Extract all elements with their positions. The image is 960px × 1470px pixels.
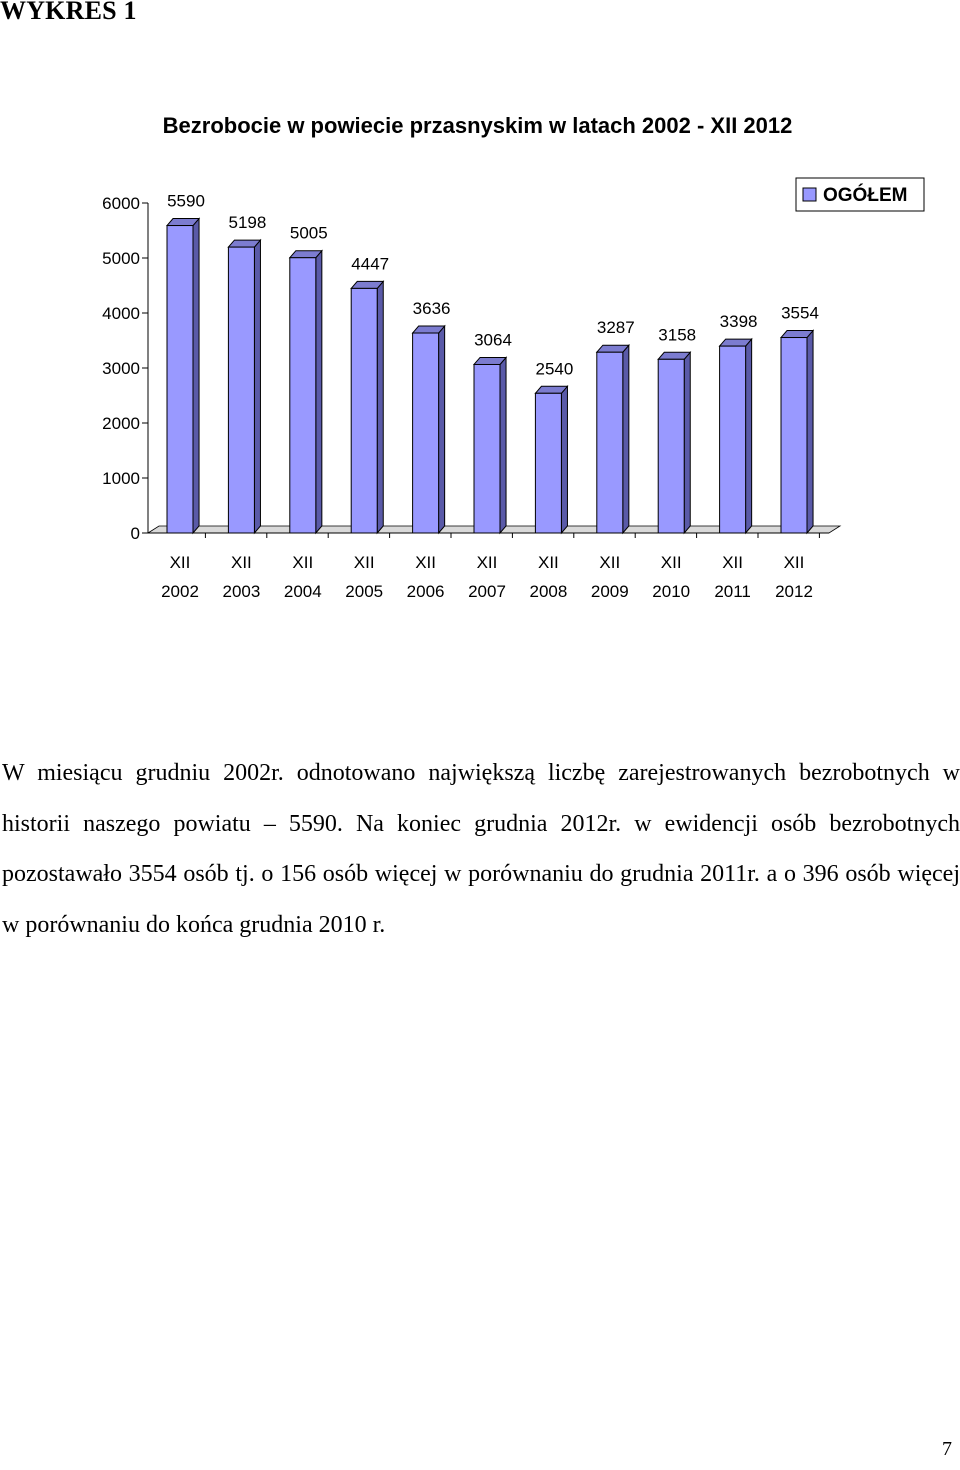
bar — [474, 364, 500, 533]
legend-swatch — [803, 188, 816, 201]
x-tick-label: XII — [476, 553, 498, 572]
data-label: 3287 — [596, 318, 635, 338]
bar — [351, 288, 377, 533]
bar — [413, 333, 439, 533]
bar-top — [228, 240, 260, 247]
bar-top — [474, 357, 506, 364]
x-tick-label: XII — [599, 553, 621, 572]
x-tick-label: 2003 — [222, 582, 261, 601]
data-label: 5198 — [228, 213, 267, 233]
x-tick-label: XII — [169, 553, 191, 572]
x-tick-label: 2007 — [468, 582, 506, 601]
body-paragraph: W miesiącu grudniu 2002r. odnotowano największą liczbę zarejestrowanych bezrobotnych w historii naszego powiatu – 5590. Na koniec grudnia 2012r. w ewidencji osób bezrobotnych pozostawało 3554 osób tj. o 156 osób więcej w porównaniu do grudnia 2011r. a o 396 osób więcej w porównaniu do końca grudnia 2010 r. — [2, 760, 960, 938]
bar-side — [316, 251, 322, 533]
bar-top — [720, 339, 752, 346]
bar-side — [746, 339, 752, 533]
legend-label: OGÓŁEM — [823, 185, 908, 206]
x-tick-label: XII — [538, 553, 559, 572]
bar-top — [781, 331, 813, 338]
data-label: 3636 — [412, 299, 451, 319]
bar — [228, 247, 254, 533]
x-tick-label: 2006 — [406, 582, 445, 601]
bar-top — [597, 345, 629, 352]
x-tick-label: 2004 — [283, 582, 322, 601]
unemployment-bar-chart — [0, 170, 960, 610]
bar-top — [535, 386, 567, 393]
x-tick-label: 2010 — [652, 582, 691, 601]
bar — [290, 258, 316, 533]
bar-side — [439, 326, 445, 533]
data-label: 3158 — [658, 325, 697, 345]
y-tick-label: 6000 — [102, 194, 140, 213]
bar-side — [254, 240, 260, 533]
data-label: 3554 — [781, 303, 819, 323]
bar — [597, 352, 623, 533]
bar-top — [658, 352, 690, 359]
data-label: 5590 — [167, 191, 205, 211]
bar-top — [167, 219, 199, 226]
x-tick-label: XII — [353, 553, 375, 572]
data-label: 3064 — [474, 330, 512, 350]
y-tick-label: 2000 — [102, 414, 140, 433]
bar-side — [377, 281, 383, 533]
data-label: 2540 — [535, 359, 574, 379]
x-tick-label: 2012 — [775, 582, 813, 601]
y-tick-label: 4000 — [102, 304, 140, 323]
x-tick-label: XII — [231, 553, 252, 572]
x-tick-label: XII — [783, 553, 805, 572]
bar-side — [623, 345, 629, 533]
page-number: 7 — [942, 1438, 952, 1460]
x-tick-label: 2002 — [161, 582, 199, 601]
x-tick-label: XII — [415, 553, 436, 572]
bar-side — [561, 386, 567, 533]
bar-top — [351, 281, 383, 288]
data-label: 5005 — [289, 223, 328, 243]
y-tick-label: 1000 — [102, 469, 140, 488]
bar-side — [193, 219, 199, 533]
y-tick-label: 3000 — [102, 359, 140, 378]
bar — [535, 393, 561, 533]
x-tick-label: XII — [722, 553, 743, 572]
bar-top — [290, 251, 322, 258]
bar-side — [500, 357, 506, 533]
page-heading: WYKRES 1 — [0, 0, 137, 25]
data-label: 3398 — [719, 312, 758, 332]
bar-top — [413, 326, 445, 333]
y-tick-label: 5000 — [102, 249, 140, 268]
bar-side — [684, 352, 690, 533]
x-tick-label: XII — [660, 553, 682, 572]
y-tick-label: 0 — [130, 524, 140, 543]
x-tick-label: XII — [292, 553, 314, 572]
bar — [658, 359, 684, 533]
x-tick-label: 2005 — [345, 582, 384, 601]
bar — [720, 346, 746, 533]
bar-side — [807, 331, 813, 533]
x-tick-label: 2008 — [529, 582, 568, 601]
bar — [167, 226, 193, 533]
chart-title: Bezrobocie w powiecie przasnyskim w latach 2002 - XII 2012 — [162, 113, 793, 138]
x-tick-label: 2011 — [714, 582, 751, 601]
x-tick-label: 2009 — [590, 582, 629, 601]
bar — [781, 338, 807, 533]
data-label: 4447 — [351, 254, 390, 274]
